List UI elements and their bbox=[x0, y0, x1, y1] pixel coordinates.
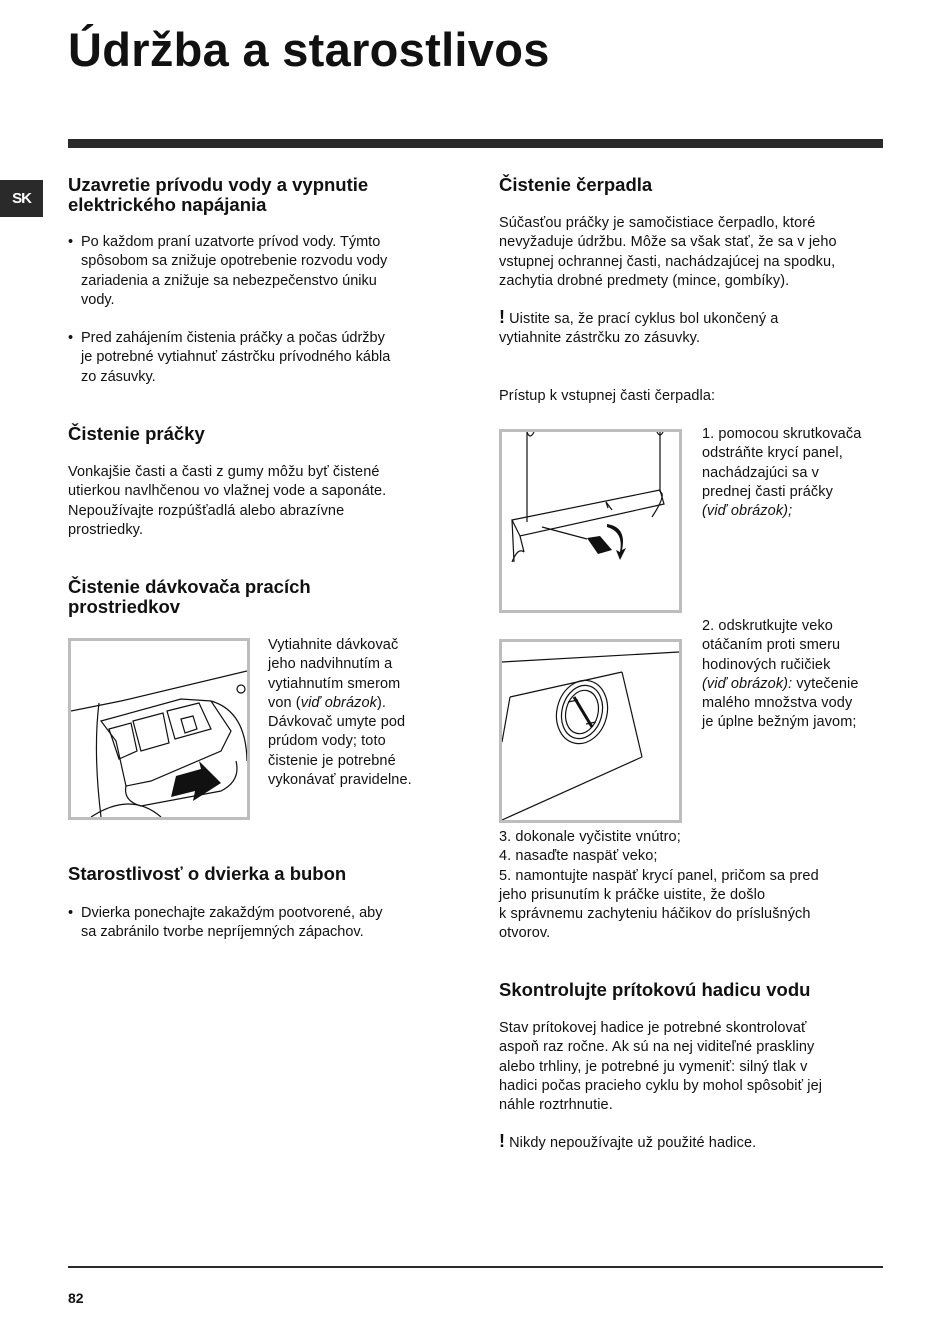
text-line: hadici počas pracieho cyklu by mohol spôsobiť jej bbox=[499, 1077, 823, 1094]
panel-removal-drawing bbox=[502, 432, 679, 610]
text-line: spôsobom sa znižuje opotrebenie rozvodu vody bbox=[81, 253, 388, 270]
text-line bbox=[702, 676, 859, 692]
text-line: zariadenia a znižuje sa nebezpečenstvo úniku bbox=[81, 272, 377, 289]
text-line: Pred zahájením čistenia práčky a počas údržby bbox=[81, 330, 385, 346]
text-line: je potrebné vytiahnuť zástrčku prívodného kábla bbox=[81, 349, 391, 366]
text-line: vytiahnite zástrčku zo zásuvky. bbox=[499, 330, 701, 347]
text-fragment: von ( bbox=[268, 694, 301, 711]
text-line: vykonávať pravidelne. bbox=[268, 772, 412, 789]
pump-step-2 bbox=[702, 617, 859, 733]
text-line: Vonkajšie časti a časti z gumy môžu byť čistené bbox=[68, 464, 380, 480]
dispenser-drawing bbox=[71, 641, 247, 817]
text-line: jeho nadvihnutím a bbox=[268, 656, 393, 673]
paragraph-inlet-hose bbox=[499, 1019, 822, 1115]
pump-steps-rest bbox=[499, 828, 819, 944]
heading-line: prostriedkov bbox=[68, 596, 181, 617]
text-fragment: ). bbox=[377, 694, 387, 711]
text-line: zachytia drobné predmety (mince, gombíky). bbox=[499, 272, 790, 289]
warning-hose bbox=[499, 1132, 756, 1153]
bullet-door bbox=[68, 904, 382, 943]
text-line: vstupnej ochrannej časti, nachádzajúcej na spodku, bbox=[499, 253, 836, 270]
heading-line: elektrického napájania bbox=[68, 194, 267, 215]
cap-unscrew-illustration bbox=[499, 639, 682, 823]
warning-pump bbox=[499, 308, 778, 349]
text-line bbox=[268, 695, 386, 711]
text-line: 1. pomocou skrutkovača bbox=[702, 426, 862, 442]
text-line: Uistite sa, že prací cyklus bol ukončený a bbox=[509, 311, 779, 327]
text-line: Nikdy nepoužívajte už použité hadice. bbox=[509, 1135, 757, 1151]
text-line: Stav prítokovej hadice je potrebné skontrolovať bbox=[499, 1020, 807, 1036]
text-line: hodinových ručičiek bbox=[702, 656, 831, 673]
heading-line: Uzavretie prívodu vody a vypnutie bbox=[68, 174, 369, 195]
text-line: je úplne bežným javom; bbox=[702, 714, 857, 731]
heading-door-drum: Starostlivosť o dvierka a bubon bbox=[68, 863, 347, 884]
warning-icon: ! bbox=[499, 307, 506, 327]
text-line: Súčasťou práčky je samočistiace čerpadlo, ktoré bbox=[499, 215, 816, 231]
text-line: malého množstva vody bbox=[702, 695, 853, 712]
text-line: otvorov. bbox=[499, 925, 551, 942]
bullet-water bbox=[68, 233, 387, 310]
figure-reference: (viď obrázok): bbox=[702, 675, 793, 692]
paragraph-dispenser bbox=[268, 636, 412, 790]
text-line: náhle roztrhnutie. bbox=[499, 1097, 613, 1114]
text-line: vytiahnutím smerom bbox=[268, 675, 401, 692]
text-line: aspoň raz ročne. Ak sú na nej viditeľné praskliny bbox=[499, 1039, 815, 1056]
cap-unscrew-drawing bbox=[502, 642, 679, 820]
text-line: 2. odskrutkujte veko bbox=[702, 618, 833, 634]
text-line: nachádzajúci sa v bbox=[702, 464, 819, 481]
text-line: Vytiahnite dávkovač bbox=[268, 637, 399, 653]
text-line: otáčaním proti smeru bbox=[702, 637, 841, 654]
heading-dispenser bbox=[68, 577, 311, 617]
text-line: Dávkovač umyte pod bbox=[268, 714, 406, 731]
text-line: 3. dokonale vyčistite vnútro; bbox=[499, 829, 681, 845]
heading-washer-cleaning: Čistenie práčky bbox=[68, 423, 205, 444]
bullet-unplug bbox=[68, 329, 390, 387]
right-column bbox=[499, 0, 884, 1260]
pump-access-label: Prístup k vstupnej časti čerpadla: bbox=[499, 388, 716, 404]
heading-pump-cleaning: Čistenie čerpadla bbox=[499, 174, 653, 195]
figure-reference: (viď obrázok); bbox=[702, 503, 793, 520]
language-tab: SK bbox=[0, 180, 43, 217]
text-line: prostriedky. bbox=[68, 521, 144, 538]
text-line: odstráňte krycí panel, bbox=[702, 445, 843, 462]
dispenser-illustration bbox=[68, 638, 250, 820]
text-line: vody. bbox=[81, 291, 115, 308]
text-line: Dvierka ponechajte zakaždým pootvorené, aby bbox=[81, 905, 383, 921]
text-line: prednej časti práčky bbox=[702, 483, 833, 500]
page-title: Údržba a starostlivos bbox=[68, 23, 550, 76]
pump-step-1 bbox=[702, 425, 861, 521]
text-line: Po každom praní uzatvorte prívod vody. Týmto bbox=[81, 234, 381, 250]
text-line: nevyžaduje údržbu. Môže sa však stať, že sa v jeho bbox=[499, 234, 837, 251]
heading-inlet-hose: Skontrolujte prítokovú hadicu vodu bbox=[499, 979, 811, 1000]
page-number: 82 bbox=[68, 1290, 84, 1306]
warning-icon: ! bbox=[499, 1131, 506, 1151]
text-line: 5. namontujte naspäť krycí panel, pričom sa pred bbox=[499, 867, 819, 884]
paragraph-pump bbox=[499, 214, 837, 291]
text-line: Nepoužívajte rozpúšťadlá alebo abrazívne bbox=[68, 502, 345, 519]
heading-line: Čistenie dávkovača pracích bbox=[68, 576, 311, 597]
text-line: k správnemu zachyteniu háčikov do príslušných bbox=[499, 906, 811, 923]
paragraph-washer-cleaning bbox=[68, 463, 386, 540]
text-line: sa zabránilo tvorbe nepríjemných zápachov. bbox=[81, 924, 364, 941]
panel-removal-illustration bbox=[499, 429, 682, 613]
text-line: čistenie je potrebné bbox=[268, 752, 396, 769]
text-line: alebo trhliny, je potrebné ju vymeniť: silný tlak v bbox=[499, 1058, 808, 1075]
text-fragment: vytečenie bbox=[792, 675, 859, 692]
text-line: zo zásuvky. bbox=[81, 368, 156, 385]
footer-rule bbox=[68, 1266, 883, 1268]
figure-reference: viď obrázok bbox=[300, 694, 377, 711]
text-line: prúdom vody; toto bbox=[268, 733, 386, 750]
text-line: utierkou navlhčenou vo vlažnej vode a saponáte. bbox=[68, 483, 387, 500]
text-line: 4. nasaďte naspäť veko; bbox=[499, 848, 658, 865]
text-line: jeho prisunutím k práčke uistite, že došlo bbox=[499, 886, 766, 903]
left-column bbox=[68, 0, 430, 1260]
heading-water-power bbox=[68, 175, 368, 215]
